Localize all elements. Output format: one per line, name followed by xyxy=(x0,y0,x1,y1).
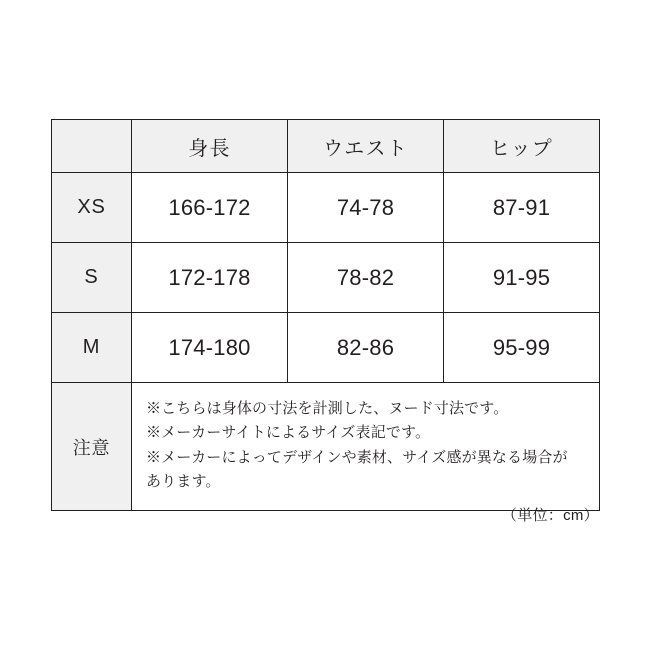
table-header xyxy=(52,120,600,173)
note-line: ※こちらは身体の寸法を計測した、ヌード寸法です。 xyxy=(146,400,509,417)
column-header-waist: ウエスト xyxy=(288,120,444,173)
row-label-s: S xyxy=(52,243,132,313)
note-body xyxy=(132,383,600,511)
cell-xs-hip: 87-91 xyxy=(444,173,600,243)
cell-m-hip: 95-99 xyxy=(444,313,600,383)
column-header-height: 身長 xyxy=(132,120,288,173)
cell-s-height: 172-178 xyxy=(132,243,288,313)
note-line: ※メーカーサイトによるサイズ表記です。 xyxy=(146,424,431,442)
column-header-hip: ヒップ xyxy=(444,120,600,173)
note-line: ※メーカーによってデザインや素材、サイズ感が異なる場合が xyxy=(146,448,568,466)
table-row xyxy=(52,243,600,313)
cell-xs-height: 166-172 xyxy=(132,173,288,243)
note-label: 注意 xyxy=(52,383,132,511)
size-table-container xyxy=(51,119,599,511)
table-corner-cell xyxy=(52,120,132,173)
header-row xyxy=(52,120,600,173)
cell-s-hip: 91-95 xyxy=(444,243,600,313)
cell-m-waist: 82-86 xyxy=(288,313,444,383)
cell-s-waist: 78-82 xyxy=(288,243,444,313)
size-table xyxy=(51,119,600,511)
note-line: あります。 xyxy=(146,472,221,490)
cell-xs-waist: 74-78 xyxy=(288,173,444,243)
note-row xyxy=(52,383,600,511)
table-row xyxy=(52,313,600,383)
unit-note: （単位：cm） xyxy=(501,507,599,524)
row-label-xs: XS xyxy=(52,173,132,243)
table-body xyxy=(52,173,600,511)
table-row xyxy=(52,173,600,243)
row-label-m: M xyxy=(52,313,132,383)
cell-m-height: 174-180 xyxy=(132,313,288,383)
